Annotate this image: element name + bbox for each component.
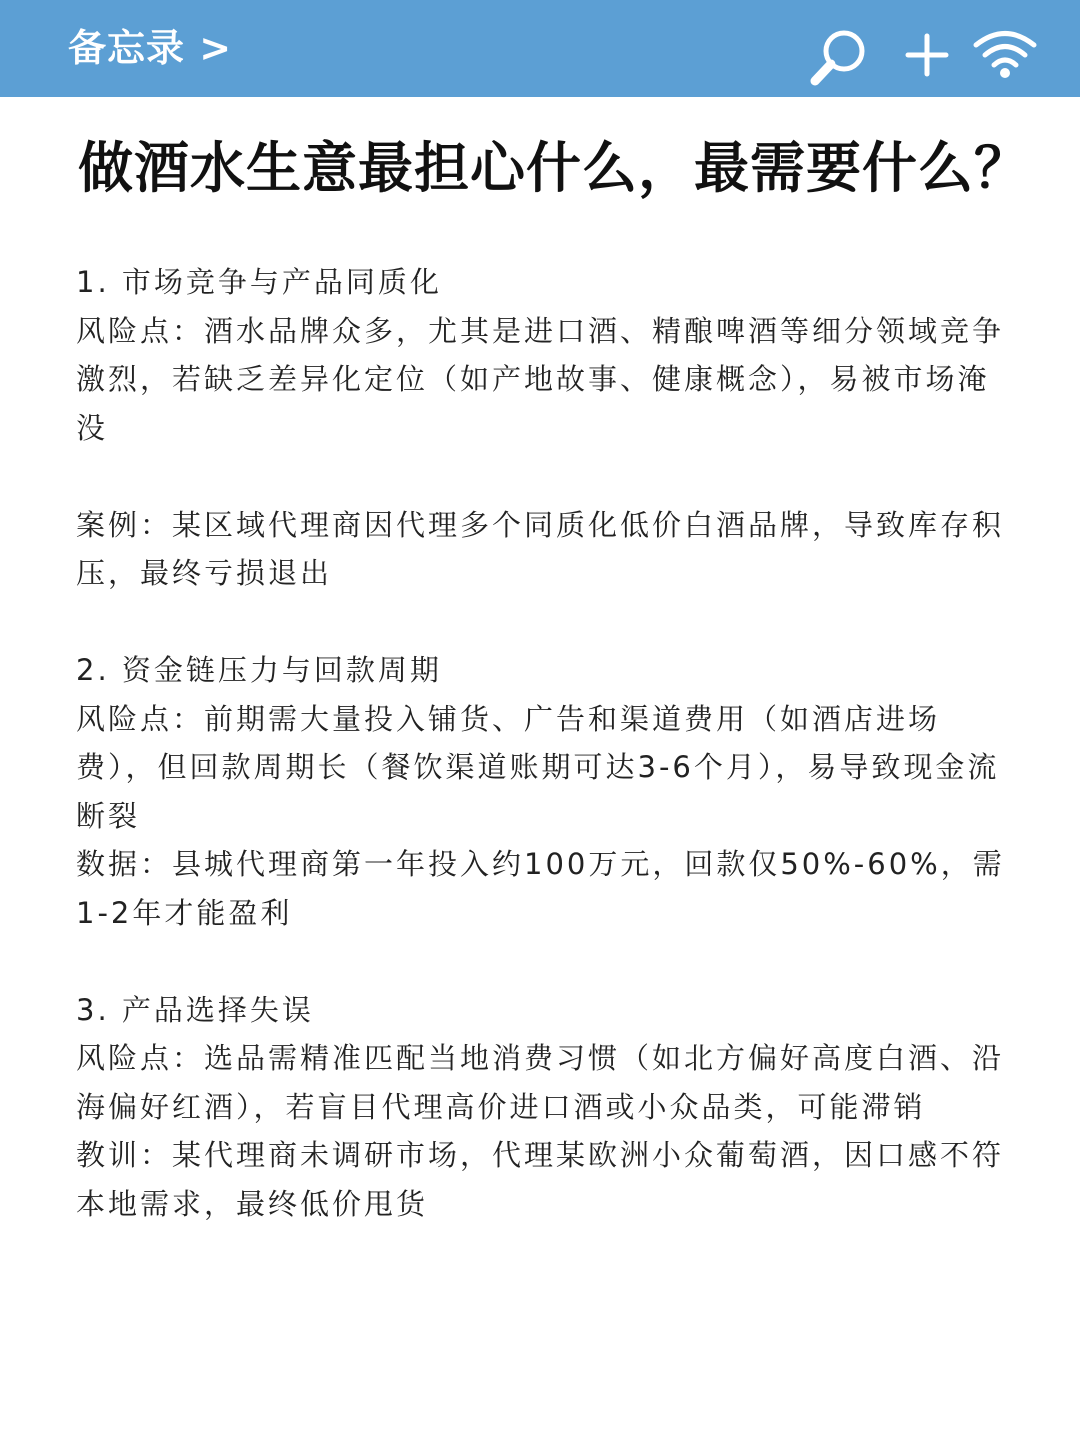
section-2-heading: 2. 资金链压力与回款周期 bbox=[76, 653, 442, 687]
section-2-risk: 风险点：前期需大量投入铺货、广告和渠道费用（如酒店进场费），但回款周期长（餐饮渠道账期可达3-6个月），易导致现金流断裂 bbox=[76, 701, 1000, 833]
note-title: 做酒水生意最担心什么，最需要什么？ bbox=[78, 136, 1031, 200]
section-3-risk: 风险点：选品需精准匹配当地消费习惯（如北方偏好高度白酒、沿海偏好红酒），若盲目代理高价进口酒或小众品类，可能滞销 bbox=[76, 1041, 1005, 1124]
section-3-heading: 3. 产品选择失误 bbox=[76, 992, 314, 1027]
section-1-heading: 1. 市场竞争与产品同质化 bbox=[76, 265, 442, 299]
search-button[interactable] bbox=[808, 26, 872, 88]
section-2-data: 数据：县城代理商第一年投入约100万元，回款仅50%-60%，需1-2年才能盈利 bbox=[76, 847, 1005, 930]
wifi-icon bbox=[972, 28, 1038, 80]
note-body bbox=[76, 258, 1021, 1228]
add-note-button[interactable] bbox=[905, 33, 949, 77]
section-1-example: 案例：某区域代理商因代理多个同质化低价白酒品牌，导致库存积压，最终亏损退出 bbox=[76, 507, 1005, 590]
paragraph-gap bbox=[76, 452, 1021, 501]
plus-icon bbox=[905, 33, 949, 77]
paragraph-gap bbox=[76, 937, 1021, 986]
top-bar bbox=[0, 0, 1080, 97]
search-icon bbox=[808, 26, 872, 88]
wifi-button[interactable] bbox=[972, 28, 1038, 80]
back-to-notes-button[interactable]: 备忘录 > bbox=[68, 26, 233, 70]
section-3-lesson: 教训：某代理商未调研市场，代理某欧洲小众葡萄酒，因口感不符本地需求，最终低价甩货 bbox=[76, 1138, 1005, 1221]
section-1-risk: 风险点：酒水品牌众多，尤其是进口酒、精酿啤酒等细分领域竞争激烈，若缺乏差异化定位（如产地故事、健康概念），易被市场淹没 bbox=[76, 313, 1005, 445]
paragraph-gap bbox=[76, 598, 1021, 647]
